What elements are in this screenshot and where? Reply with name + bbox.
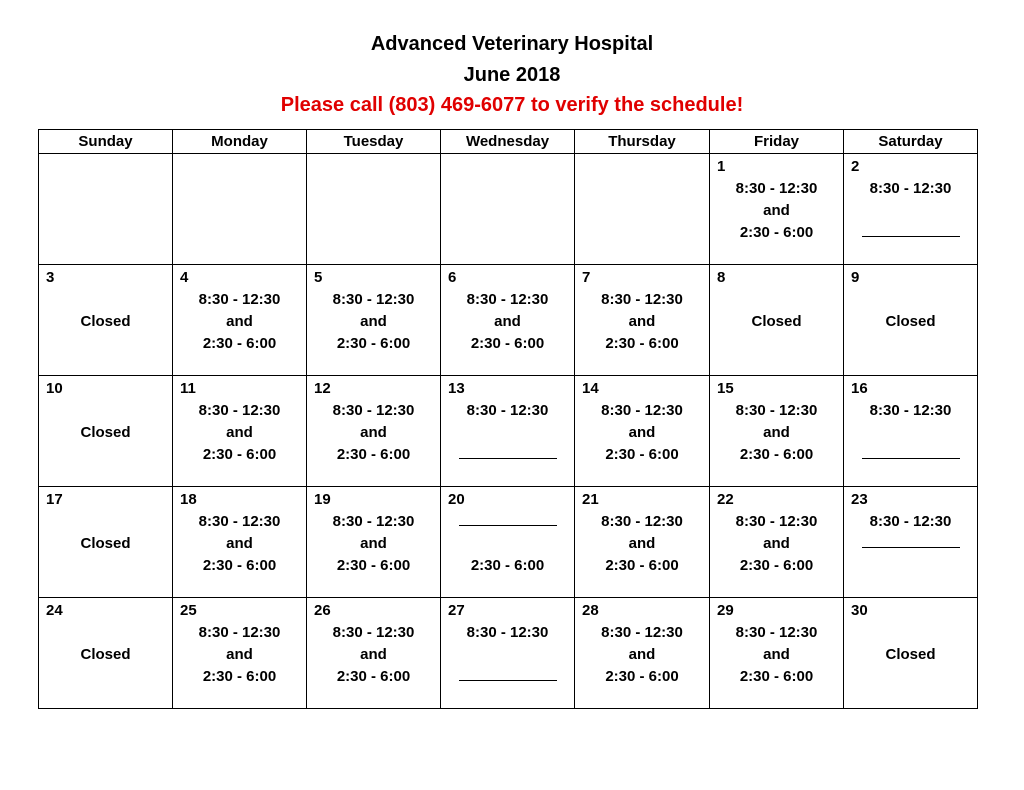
day-number: 16 <box>851 380 868 397</box>
hours-line <box>441 422 574 444</box>
day-cell <box>575 265 710 376</box>
hours-block <box>844 622 977 688</box>
hours-line: 8:30 - 12:30 <box>735 624 818 641</box>
hours-line <box>441 644 574 666</box>
day-cell <box>710 154 844 265</box>
day-number: 24 <box>46 602 63 619</box>
hours-line: and <box>628 424 656 441</box>
hours-block <box>307 289 440 355</box>
hours-block <box>710 400 843 466</box>
hours-line: and <box>763 535 790 552</box>
day-cell <box>173 487 307 598</box>
weekday-saturday: Saturday <box>844 130 978 154</box>
hours-block <box>307 400 440 466</box>
day-cell <box>307 487 441 598</box>
hours-line: 8:30 - 12:30 <box>466 402 549 419</box>
hours-block <box>844 400 977 466</box>
hours-line: 2:30 - 6:00 <box>470 557 545 574</box>
hours-line: and <box>628 535 656 552</box>
day-cell <box>575 598 710 709</box>
hours-line: 8:30 - 12:30 <box>332 291 415 308</box>
hours-line: and <box>226 646 253 663</box>
weekday-monday: Monday <box>173 130 307 154</box>
week-row <box>39 487 978 598</box>
hours-line: 2:30 - 6:00 <box>739 446 814 463</box>
day-cell <box>441 376 575 487</box>
day-cell <box>307 154 441 265</box>
hours-line <box>39 666 172 688</box>
hours-line: 8:30 - 12:30 <box>735 513 818 530</box>
hours-line: 8:30 - 12:30 <box>869 180 952 197</box>
hours-line: 8:30 - 12:30 <box>601 402 683 419</box>
document-header <box>0 28 1024 120</box>
hours-block <box>710 289 843 355</box>
day-cell <box>173 598 307 709</box>
day-cell <box>441 598 575 709</box>
weekday-friday: Friday <box>710 130 844 154</box>
hours-block <box>844 178 977 244</box>
hours-line: 2:30 - 6:00 <box>336 557 411 574</box>
day-number: 20 <box>448 491 465 508</box>
hours-line: 2:30 - 6:00 <box>336 668 411 685</box>
blank-underline <box>844 444 977 466</box>
schedule-calendar <box>38 129 978 709</box>
day-cell <box>844 376 978 487</box>
hours-line: 2:30 - 6:00 <box>739 668 814 685</box>
hours-line: and <box>226 535 253 552</box>
day-cell <box>844 265 978 376</box>
hours-line <box>844 622 977 644</box>
weekday-header-row <box>39 130 978 154</box>
hours-line: 8:30 - 12:30 <box>198 513 281 530</box>
day-cell <box>39 376 173 487</box>
hours-line: 8:30 - 12:30 <box>332 402 415 419</box>
hours-line: 8:30 - 12:30 <box>735 180 818 197</box>
hours-line <box>441 533 574 555</box>
blank-underline <box>441 444 574 466</box>
day-number: 21 <box>582 491 599 508</box>
week-row <box>39 154 978 265</box>
day-cell <box>441 265 575 376</box>
hours-block <box>575 622 709 688</box>
day-number: 9 <box>851 269 860 286</box>
hours-block <box>441 400 574 466</box>
hours-line: 2:30 - 6:00 <box>739 557 814 574</box>
day-cell <box>441 487 575 598</box>
day-cell <box>39 487 173 598</box>
hours-line: 8:30 - 12:30 <box>332 624 415 641</box>
hours-line <box>39 555 172 577</box>
day-number: 4 <box>180 269 189 286</box>
underline-mark <box>862 444 960 459</box>
hours-block <box>710 178 843 244</box>
hours-line: 8:30 - 12:30 <box>601 624 683 641</box>
day-number: 7 <box>582 269 591 286</box>
day-cell <box>575 376 710 487</box>
hours-block <box>710 511 843 577</box>
hours-block <box>307 622 440 688</box>
day-cell <box>39 154 173 265</box>
hours-block <box>844 289 977 355</box>
hours-line: 8:30 - 12:30 <box>466 624 549 641</box>
day-cell <box>39 265 173 376</box>
blank-underline <box>844 533 977 555</box>
hours-line: 8:30 - 12:30 <box>869 402 952 419</box>
hours-line: 2:30 - 6:00 <box>202 446 277 463</box>
day-cell <box>844 487 978 598</box>
hours-line <box>39 622 172 644</box>
hours-block <box>173 289 306 355</box>
day-number: 19 <box>314 491 331 508</box>
day-cell <box>710 598 844 709</box>
day-number: 2 <box>851 158 860 175</box>
hours-block <box>39 511 172 577</box>
verify-notice: Please call (803) 469-6077 to verify the schedule! <box>280 94 744 116</box>
day-cell <box>441 154 575 265</box>
day-number: 26 <box>314 602 331 619</box>
blank-underline <box>441 666 574 688</box>
hours-line: and <box>360 313 387 330</box>
hours-line <box>844 555 977 577</box>
hours-line: 2:30 - 6:00 <box>605 557 679 574</box>
hours-line: and <box>226 424 253 441</box>
hours-line <box>844 289 977 311</box>
day-number: 11 <box>180 380 196 397</box>
day-number: 6 <box>448 269 457 286</box>
day-number: 30 <box>851 602 868 619</box>
day-number: 23 <box>851 491 868 508</box>
hours-block <box>39 400 172 466</box>
day-number: 5 <box>314 269 323 286</box>
day-cell <box>39 598 173 709</box>
day-number: 1 <box>717 158 726 175</box>
hours-line <box>39 444 172 466</box>
underline-mark <box>459 444 557 459</box>
day-number: 27 <box>448 602 465 619</box>
hours-line: and <box>360 424 387 441</box>
blank-underline <box>441 511 574 533</box>
hours-line: 8:30 - 12:30 <box>869 513 952 530</box>
underline-mark <box>862 533 960 548</box>
hours-line: and <box>763 424 790 441</box>
weekday-wednesday: Wednesday <box>441 130 575 154</box>
hours-line: 8:30 - 12:30 <box>198 402 281 419</box>
hours-line: 2:30 - 6:00 <box>470 335 545 352</box>
hours-block <box>441 622 574 688</box>
underline-mark <box>459 666 557 681</box>
hours-line: 8:30 - 12:30 <box>601 291 683 308</box>
blank-underline <box>844 222 977 244</box>
hours-block <box>710 622 843 688</box>
hours-line <box>39 400 172 422</box>
day-number: 8 <box>717 269 726 286</box>
day-cell <box>173 154 307 265</box>
day-number: 12 <box>314 380 331 397</box>
hours-line: 2:30 - 6:00 <box>336 335 411 352</box>
hours-line: 8:30 - 12:30 <box>198 624 281 641</box>
hours-line <box>710 289 843 311</box>
hours-line: 8:30 - 12:30 <box>601 513 683 530</box>
hours-line <box>39 289 172 311</box>
day-cell <box>844 154 978 265</box>
hours-block <box>173 511 306 577</box>
hours-line: and <box>360 535 387 552</box>
hours-block <box>575 400 709 466</box>
day-number: 25 <box>180 602 197 619</box>
closed-label: Closed <box>80 535 131 552</box>
hours-line <box>39 511 172 533</box>
day-cell <box>173 376 307 487</box>
week-row <box>39 376 978 487</box>
day-number: 29 <box>717 602 734 619</box>
hours-line <box>39 333 172 355</box>
day-number: 14 <box>582 380 599 397</box>
hours-line: 2:30 - 6:00 <box>605 446 679 463</box>
hours-line: and <box>494 313 521 330</box>
hours-line: 8:30 - 12:30 <box>332 513 415 530</box>
closed-label: Closed <box>80 646 131 663</box>
weekday-tuesday: Tuesday <box>307 130 441 154</box>
day-cell <box>307 376 441 487</box>
day-number: 22 <box>717 491 734 508</box>
weekday-thursday: Thursday <box>575 130 710 154</box>
hours-block <box>173 400 306 466</box>
hours-line: 2:30 - 6:00 <box>202 557 277 574</box>
day-cell <box>575 487 710 598</box>
hours-line: 2:30 - 6:00 <box>336 446 411 463</box>
day-number: 15 <box>717 380 734 397</box>
hours-line: 8:30 - 12:30 <box>466 291 549 308</box>
hours-line: and <box>628 313 656 330</box>
calendar-body <box>39 154 978 709</box>
hours-line <box>710 333 843 355</box>
hours-line: 2:30 - 6:00 <box>605 335 679 352</box>
day-number: 10 <box>46 380 63 397</box>
closed-label: Closed <box>80 313 131 330</box>
hours-line: and <box>226 313 253 330</box>
hours-line: and <box>628 646 656 663</box>
closed-label: Closed <box>751 313 802 330</box>
hours-line <box>844 422 977 444</box>
day-cell <box>710 487 844 598</box>
day-number: 17 <box>46 491 63 508</box>
hours-line <box>844 200 977 222</box>
day-cell <box>710 376 844 487</box>
hours-block <box>441 289 574 355</box>
hours-block <box>39 622 172 688</box>
day-cell <box>844 598 978 709</box>
hours-line: 8:30 - 12:30 <box>198 291 281 308</box>
hours-line: and <box>763 646 790 663</box>
day-number: 28 <box>582 602 599 619</box>
day-number: 13 <box>448 380 465 397</box>
underline-mark <box>862 222 960 237</box>
day-cell <box>307 265 441 376</box>
week-row <box>39 265 978 376</box>
hours-block <box>307 511 440 577</box>
hours-line <box>844 666 977 688</box>
hours-line <box>844 333 977 355</box>
hours-line: 2:30 - 6:00 <box>605 668 679 685</box>
hours-line: 2:30 - 6:00 <box>202 668 277 685</box>
day-cell <box>575 154 710 265</box>
month-title: June 2018 <box>463 64 561 86</box>
day-number: 18 <box>180 491 197 508</box>
hours-block <box>39 289 172 355</box>
underline-mark <box>459 511 557 526</box>
day-cell <box>307 598 441 709</box>
weekday-sunday: Sunday <box>39 130 173 154</box>
hours-block <box>575 511 709 577</box>
day-cell <box>173 265 307 376</box>
hours-line: 2:30 - 6:00 <box>202 335 277 352</box>
week-row <box>39 598 978 709</box>
day-cell <box>710 265 844 376</box>
hours-block <box>441 511 574 577</box>
closed-label: Closed <box>80 424 131 441</box>
hospital-title: Advanced Veterinary Hospital <box>370 33 654 55</box>
hours-line: and <box>763 202 790 219</box>
hours-block <box>575 289 709 355</box>
closed-label: Closed <box>885 646 936 663</box>
hours-block <box>173 622 306 688</box>
closed-label: Closed <box>885 313 936 330</box>
hours-line: 2:30 - 6:00 <box>739 224 814 241</box>
hours-line: 8:30 - 12:30 <box>735 402 818 419</box>
day-number: 3 <box>46 269 55 286</box>
hours-line: and <box>360 646 387 663</box>
hours-block <box>844 511 977 577</box>
